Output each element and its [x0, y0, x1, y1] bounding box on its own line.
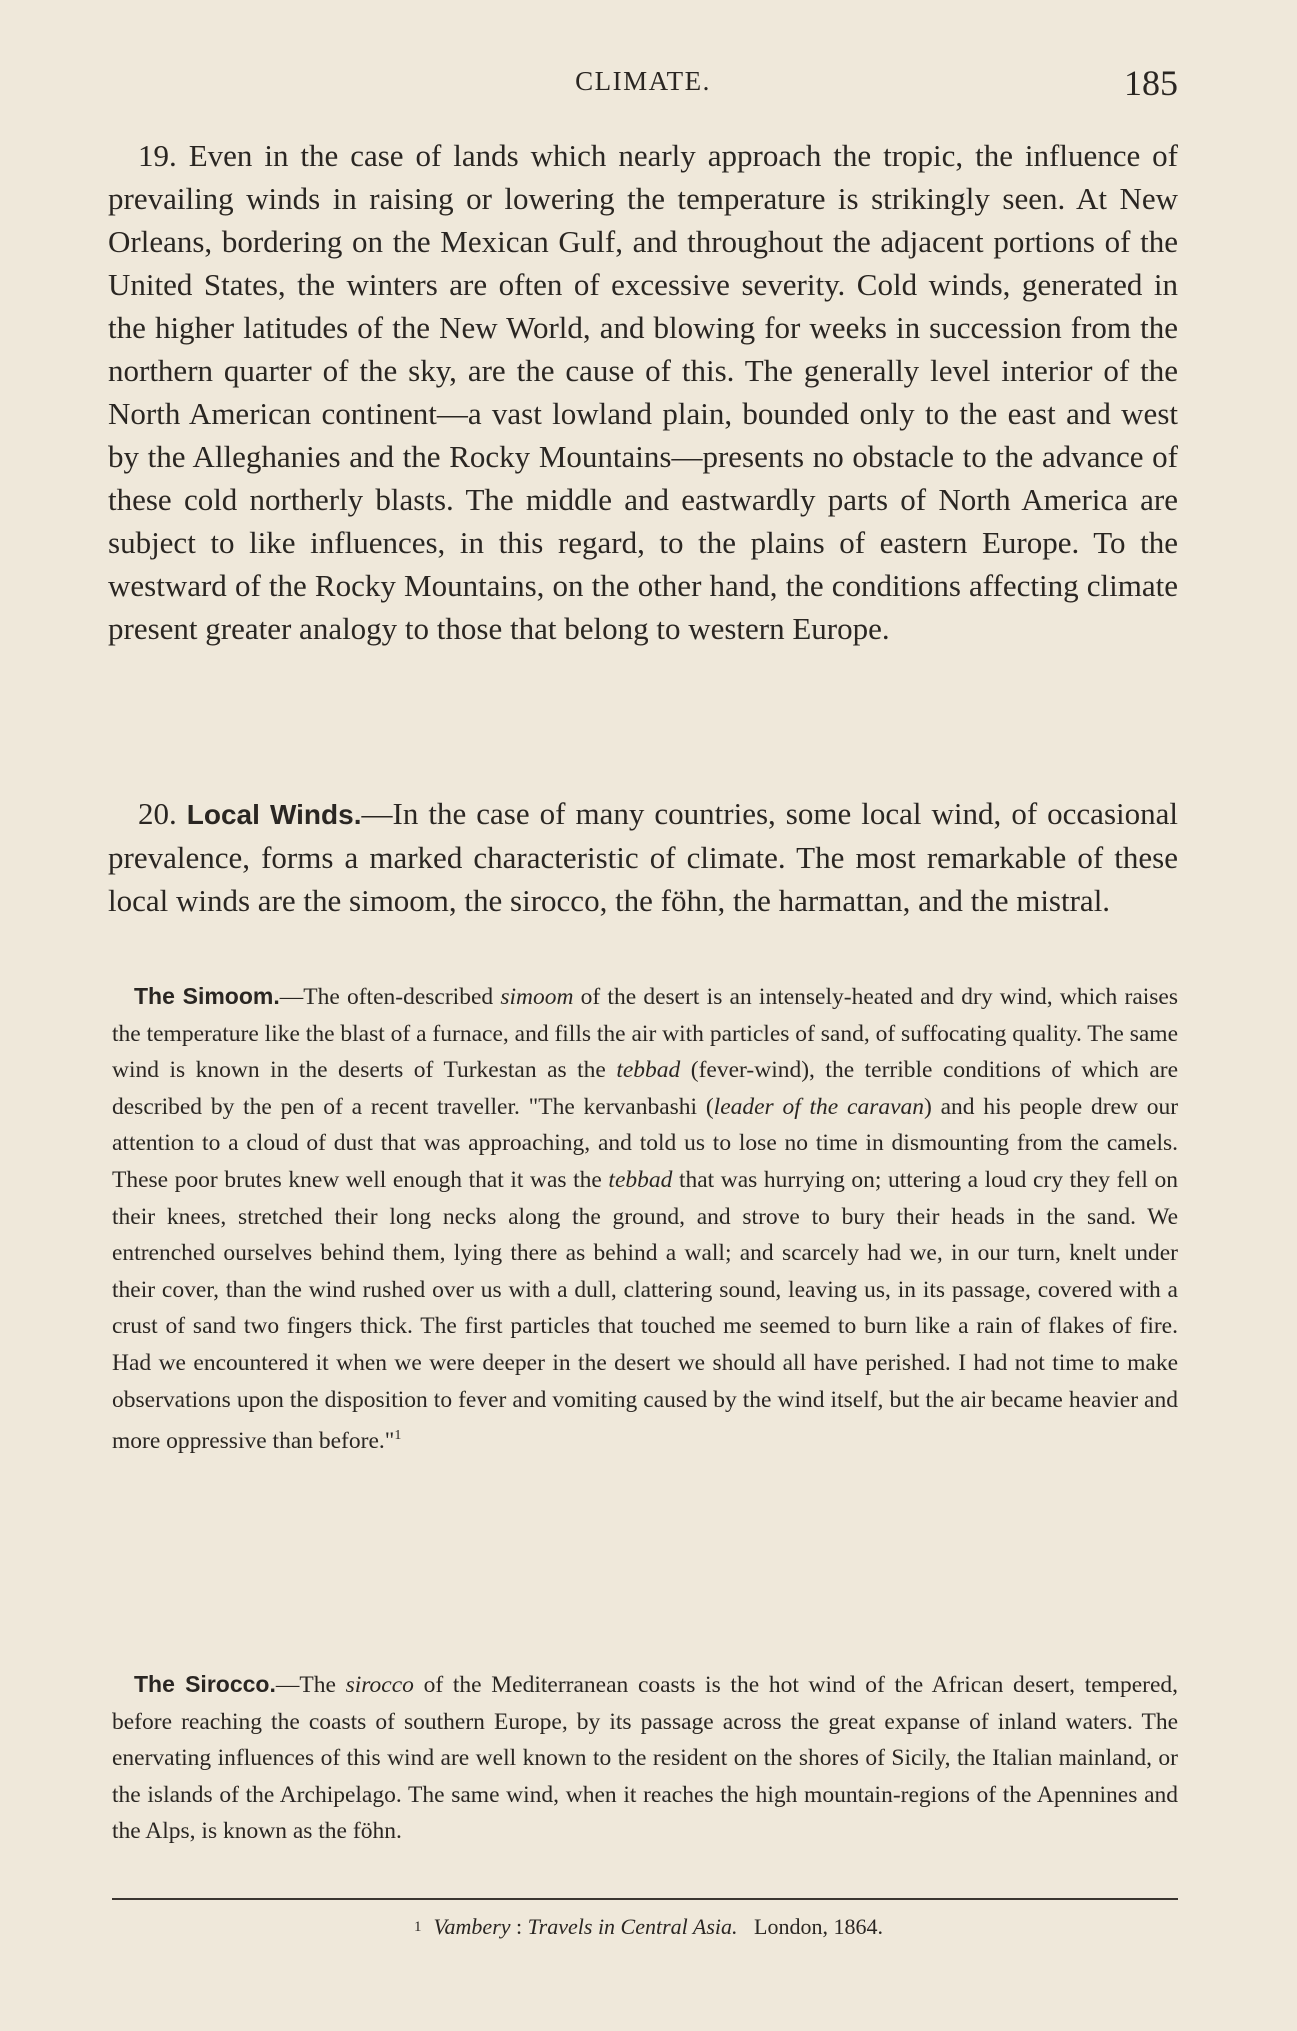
- section-heading-local-winds: Local Winds.: [186, 799, 362, 830]
- subheading-simoom: The Simoom.: [134, 983, 280, 1009]
- paragraph-19: [108, 134, 1178, 650]
- subheading-sirocco: The Sirocco.: [134, 1671, 276, 1697]
- simoom-paragraph: The Simoom.—The often-described simoom of the desert is an intensely-heated and dry wind, which raises the temperature like the blast of a furnace, and fills the air with particles of sand, of suffocating quality. The same wind is known in the deserts of Turkestan as the tebbad (fever-wind), the terrible conditions of which are described by the pen of a recent traveller. "The kervanbashi (leader of the caravan) and his people drew our attention to a cloud of dust that was approaching, and told us to lose no time in dismounting from the camels. These poor brutes knew well enough that it was the tebbad that was hurrying on; uttering a loud cry they fell on their knees, stretched their long necks along the ground, and strove to bury their heads in the sand. We entrenched ourselves behind them, lying there as behind a wall; and scarcely had we, in our turn, knelt under their cover, than the wind rushed over us with a dull, clattering sound, leaving us, in its passage, covered with a crust of sand two fingers thick. The first particles that touched me seemed to burn like a rain of flakes of fire. Had we encountered it when we were deeper in the desert we should all have perished. I had not time to make observations upon the disposition to fever and vomiting caused by the wind itself, but the air became heavier and more oppressive than before."$^1$: [112, 983, 1179, 1455]
- paragraph-text: Even in the case of lands which nearly approach the tropic, the influence of prevailing winds in raising or lowering the temperature is strikingly seen. At New Orleans, bordering on the Mexican Gulf, and throughout the adjacent portions of the United States, the winters are often of excessive severity. Cold winds, generated in the higher latitudes of the New World, and blowing for weeks in succession from the northern quarter of the sky, are the cause of this. The generally level interior of the North American continent—a vast lowland plain, bounded only to the east and west by the Alleghanies and the Rocky Mountains—presents no obstacle to the advance of these cold northerly blasts. The middle and eastwardly parts of North America are subject to like influences, in this regard, to the plains of eastern Europe. To the westward of the Rocky Mountains, on the other hand, the conditions affecting climate present greater analogy to those that belong to western Europe.: [108, 138, 1178, 646]
- page-header: [108, 63, 1178, 110]
- footnote-place: London, 1864.: [754, 1914, 883, 1939]
- footnote-title: Travels in Central Asia.: [527, 1914, 738, 1939]
- footnote-divider: [112, 1898, 1178, 1900]
- footnote: 1 Vambery : Travels in Central Asia. London, 1864.: [414, 1914, 883, 1939]
- paragraph-20: [108, 792, 1178, 922]
- sirocco-paragraph: The Sirocco.—The sirocco of the Mediterranean coasts is the hot wind of the African desert, tempered, before reaching the coasts of southern Europe, by its passage across the great expanse of inland waters. The enervating influences of this wind are well known to the resident on the shores of Sicily, the Italian mainland, or the islands of the Archipelago. The same wind, when it reaches the high mountain-regions of the Apennines and the Alps, is known as the föhn.: [112, 1671, 1179, 1845]
- page-number: 185: [1124, 63, 1178, 103]
- footnote-author: Vambery: [433, 1914, 511, 1939]
- footnote-mark: 1: [414, 1919, 422, 1935]
- paragraph-number: 19.: [138, 138, 177, 173]
- paragraph-text: —In the case of many countries, some local wind, of occasional prevalence, forms a marked characteristic of climate. The most remarkable of these local winds are the simoom, the sirocco, the föhn, the harmattan, and the mistral.: [108, 796, 1178, 918]
- running-title: CLIMATE.: [575, 66, 711, 96]
- footnote-reference: 1: [394, 1428, 402, 1444]
- paragraph-number: 20.: [138, 796, 177, 831]
